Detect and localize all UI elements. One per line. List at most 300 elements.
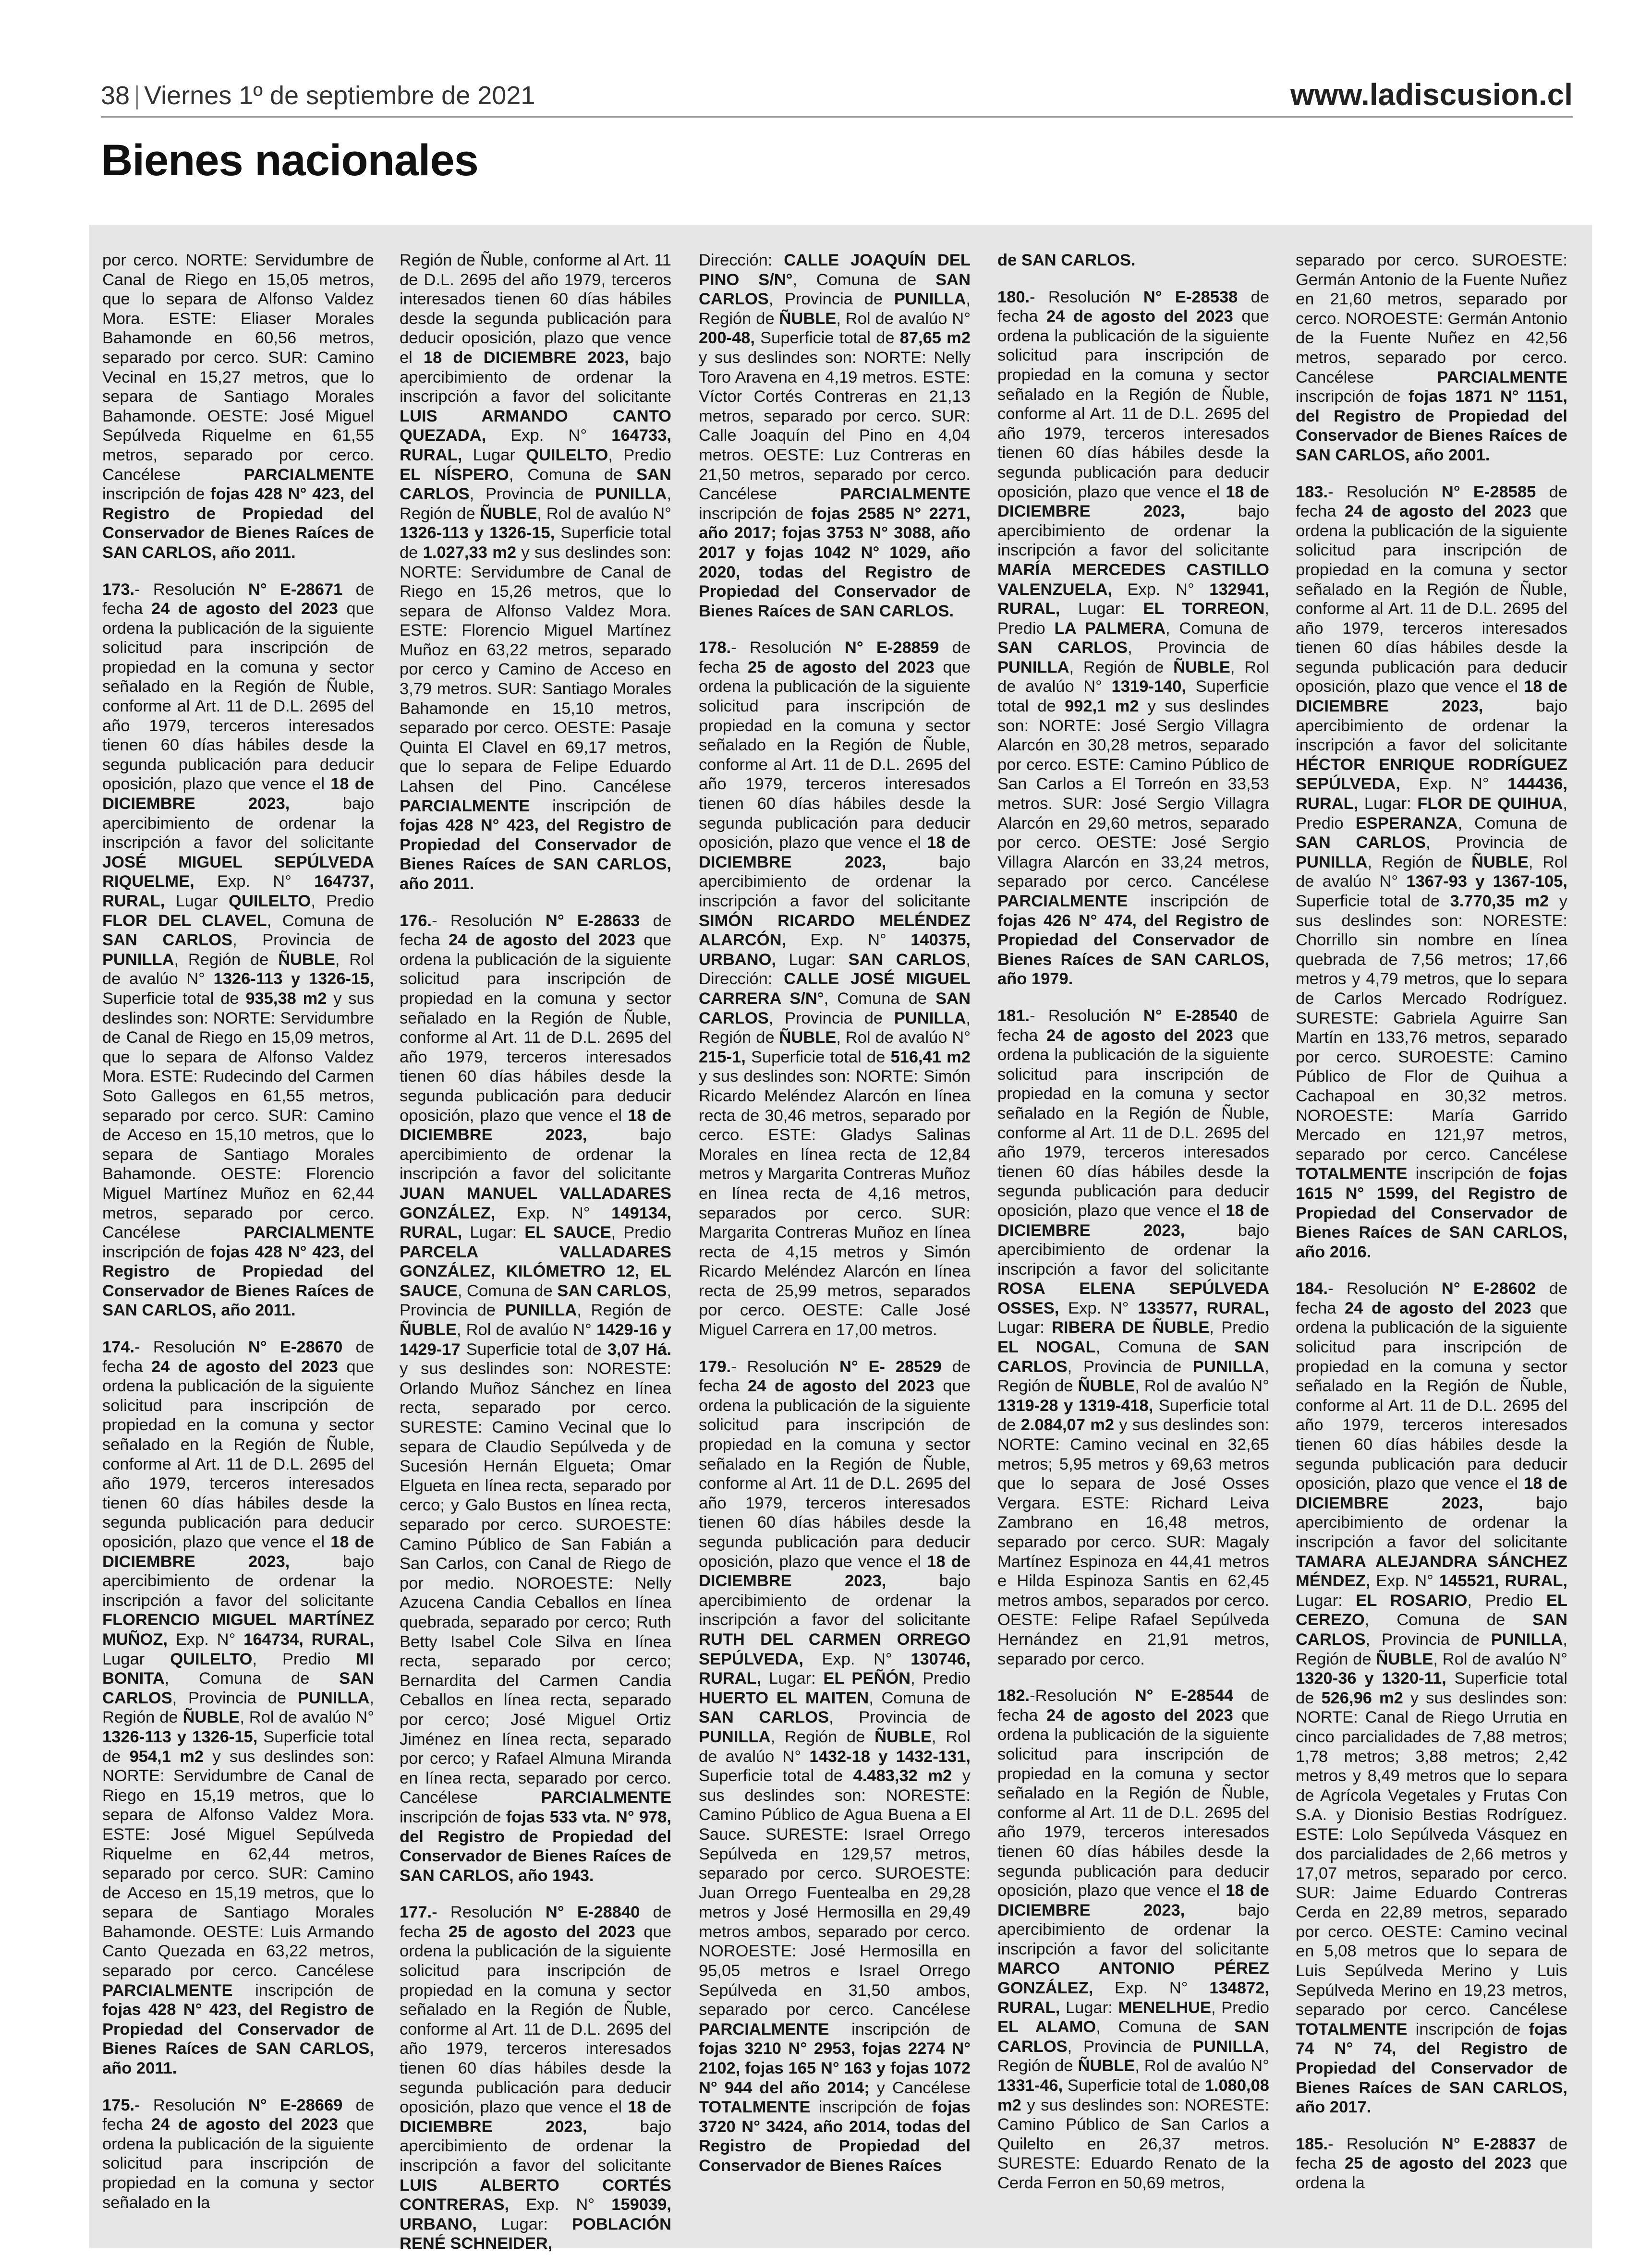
notice-bold-run: 182. bbox=[997, 1687, 1030, 1705]
notice-paragraph bbox=[1296, 1279, 1567, 2117]
notice-bold-run: EL ALAMO bbox=[997, 2018, 1096, 2037]
notice-text-run: y sus deslindes son: NORESTE: Chorrillo sin nombre en línea quebrada de 7,56 metros; 17,66 metros y 4,79 metros, que lo separa de Carlos Mercado Rodríguez. SURESTE: Gabriela Aguirre San Martín en 133,76 metros, separado por cerco. SUROESTE: Camino Público de Flor de Quihua a Cachapoal en 30,32 metros. NOROESTE: María Garrido Mercado en 121,97 metros, separado por cerco. Cancélese bbox=[1296, 892, 1567, 1164]
notice-bold-run: 25 de agosto del 2023 bbox=[449, 1922, 635, 1941]
notice-text-run: , Rol de avalúo N° bbox=[1433, 1650, 1567, 1668]
notice-bold-run: EL ROSARIO bbox=[1356, 1591, 1468, 1610]
notice-text-run: Superficie total de bbox=[400, 524, 671, 562]
notice-bold-run: 164734, RURAL, bbox=[243, 1630, 374, 1649]
notice-bold-run: 24 de agosto del 2023 bbox=[151, 600, 338, 618]
notice-text-run: , Comuna de bbox=[1096, 2018, 1235, 2037]
notice-text-run: de fecha bbox=[1296, 483, 1568, 521]
notice-paragraph bbox=[400, 911, 671, 1886]
notice-text-run: inscripción de bbox=[530, 796, 671, 815]
notice-bold-run: PUNILLA bbox=[1296, 853, 1368, 871]
notice-text-run: Superficie total de bbox=[997, 1396, 1269, 1435]
notice-bold-run: EL TORREON bbox=[1143, 600, 1265, 618]
notice-text-run: - Resolución bbox=[134, 2096, 248, 2114]
notice-text-run: , Región de bbox=[102, 1689, 374, 1727]
notice-bold-run: SAN CARLOS bbox=[1296, 1611, 1567, 1649]
notice-bold-run: SAN CARLOS bbox=[557, 1281, 667, 1300]
notice-bold-run: ÑUBLE bbox=[1376, 1650, 1433, 1668]
notice-bold-run: fojas 428 N° 423, del Registro de Propiedad del Conservador de Bienes Raíces de SAN CARLOS, año 2011. bbox=[102, 1243, 374, 1320]
notice-text-run: y sus deslindes son: NORTE: Simón Ricardo Meléndez Alarcón en línea recta de 30,46 metros, separado por cerco. ESTE: Gladys Salinas Morales en línea recta de 12,84 metros y Margarita Contreras Muñoz en línea recta de 4,16 metros, separados por cerco. SUR: Margarita Contreras Muñoz en línea recta de 4,15 metros y Simón Ricardo Meléndez Alarcón en línea recta de 25,99 metros, separados por cerco. OESTE: Calle José Miguel Carrera en 17,00 metros. bbox=[699, 1067, 971, 1339]
notice-text-run: , Predio bbox=[608, 446, 671, 464]
notice-bold-run: 24 de agosto del 2023 bbox=[1345, 502, 1531, 521]
notice-text-run: inscripción de bbox=[102, 1243, 210, 1261]
notice-text-run: , Comuna de bbox=[792, 270, 936, 289]
notice-text-run: , Región de bbox=[997, 1357, 1269, 1396]
notice-text-run: bajo apercibimiento de ordenar la inscripción a favor del solicitante bbox=[699, 853, 971, 910]
notice-text-run: Lugar bbox=[462, 446, 526, 464]
notice-bold-run: SAN CARLOS bbox=[102, 1669, 374, 1707]
notice-bold-run: ÑUBLE bbox=[278, 950, 335, 969]
notice-bold-run: fojas 428 N° 423, del Registro de Propiedad del Conservador de Bienes Raíces de SAN CARLOS, año 2011. bbox=[102, 2001, 374, 2078]
notice-text-run: , Provincia de bbox=[1426, 833, 1568, 852]
notice-bold-run: fojas 1615 N° 1599, del Registro de Propiedad del Conservador de Bienes Raíces de SAN CARLOS, año 2016. bbox=[1296, 1165, 1567, 1261]
notice-bold-run: N° E-28585 bbox=[1441, 483, 1536, 501]
notice-bold-run: 133577, RURAL, bbox=[1138, 1299, 1269, 1317]
notice-bold-run: 177. bbox=[400, 1903, 432, 1922]
notice-text-run: , Predio bbox=[1211, 1998, 1269, 2017]
notice-bold-run: PARCIALMENTE bbox=[1437, 368, 1567, 386]
notice-bold-run: LUIS ALBERTO CORTÉS CONTRERAS, bbox=[400, 2176, 671, 2214]
notice-text-run: de fecha bbox=[997, 1006, 1270, 1045]
notice-text-run: que ordena la publicación de la siguiente solicitud para inscripción de propiedad en la comuna y sector señalado en la Región de Ñuble, conforme al Art. 11 de D.L. 2695 del año 1979, terceros interesados tienen 60 días hábiles desde la segunda publicación para deducir oposición, plazo que vence el bbox=[699, 658, 971, 852]
notice-bold-run: MARCO ANTONIO PÉREZ GONZÁLEZ, bbox=[997, 1959, 1269, 1998]
notice-bold-run: PUNILLA bbox=[297, 1689, 370, 1707]
text-column-1 bbox=[102, 251, 374, 2238]
notice-text-run: - Resolución bbox=[134, 580, 248, 599]
notice-text-run: inscripción de bbox=[232, 1981, 374, 2000]
notice-bold-run: SAN CARLOS bbox=[699, 270, 971, 309]
notice-bold-run: MENELHUE bbox=[1118, 1998, 1212, 2017]
notice-bold-run: fojas 533 vta. N° 978, del Registro de Propiedad del Conservador de Bienes Raíces de SAN CARLOS, año 1943. bbox=[400, 1808, 672, 1885]
notice-bold-run: 18 de DICIEMBRE 2023, bbox=[400, 1106, 671, 1145]
notice-bold-run: PUNILLA bbox=[894, 290, 966, 309]
notice-text-run: Exp. N° bbox=[509, 2196, 612, 2214]
notice-bold-run: de SAN CARLOS. bbox=[997, 251, 1136, 269]
website-link[interactable]: www.ladiscusion.cl bbox=[1290, 77, 1573, 112]
notice-bold-run: 130746, RURAL, bbox=[699, 1650, 971, 1688]
notice-text-run: , Comuna de bbox=[1457, 814, 1567, 832]
notice-text-run: , Región de bbox=[577, 1301, 671, 1320]
notice-bold-run: N° E-28671 bbox=[248, 580, 343, 599]
notice-text-run: Superficie total de bbox=[1296, 892, 1450, 910]
notice-text-run: , Región de bbox=[997, 2037, 1269, 2075]
notice-bold-run: QUILELTO bbox=[170, 1650, 253, 1668]
notice-bold-run: HUERTO EL MAITEN bbox=[699, 1689, 869, 1707]
notice-bold-run: fojas 428 N° 423, del Registro de Propiedad del Conservador de Bienes Raíces de SAN CARLOS, año 2011. bbox=[102, 485, 374, 562]
notice-bold-run: 1326-113 y 1326-15, bbox=[400, 524, 555, 543]
notice-bold-run: TOTALMENTE bbox=[699, 2098, 811, 2117]
notice-text-run: , Rol de avalúo N° bbox=[997, 658, 1270, 696]
notice-text-run: que ordena la publicación de la siguiente solicitud para inscripción de propiedad en la comuna y sector señalado en la bbox=[102, 2115, 374, 2212]
notice-text-run: , Predio bbox=[1296, 795, 1567, 832]
notice-text-run: y sus deslindes son: NORTE: Camino vecinal en 32,65 metros; 5,95 metros y 69,63 metros que lo separa de José Osses Vergara. ESTE: Richard Leiva Zambrano en 16,48 metros, separado por cerco. SUR: Magaly Martínez Espinoza en 44,41 metros e Hilda Espinoza Santis en 62,45 metros ambos, separados por cerco. OESTE: Felipe Rafael Sepúlveda Hernández en 21,91 metros, separado por cerco. bbox=[997, 1416, 1269, 1668]
notice-bold-run: 1331-46, bbox=[997, 2076, 1063, 2095]
notice-text-run: , Rol de avalúo N° bbox=[836, 1028, 971, 1047]
notice-text-run: de fecha bbox=[102, 1338, 375, 1376]
notice-bold-run: QUILELTO bbox=[229, 892, 311, 910]
notice-text-run: que ordena la publicación de la siguiente solicitud para inscripción de propiedad en la comuna y sector señalado en la Región de Ñuble, conforme al Art. 11 de D.L. 2695 del año 1979, terceros interesados tienen 60 días hábiles desde la segunda publicación para deducir oposición, plazo que vence el bbox=[400, 931, 671, 1125]
notice-text-run: , Comuna de bbox=[509, 465, 637, 484]
notice-text-run: que ordena la publicación de la siguiente solicitud para inscripción de propiedad en la comuna y sector señalado en la Región de Ñuble, conforme al Art. 11 de D.L. 2695 del año 1979, terceros interesados tienen 60 días hábiles desde la segunda publicación para deducir oposición, plazo que vence el bbox=[997, 1706, 1269, 1900]
notice-paragraph bbox=[1296, 251, 1567, 465]
notice-text-run: - Resolución bbox=[731, 1357, 839, 1376]
notice-text-run: de fecha bbox=[1296, 1279, 1568, 1317]
notice-bold-run: 4.483,32 m2 bbox=[853, 1767, 952, 1785]
notice-bold-run: ÑUBLE bbox=[874, 1727, 932, 1746]
notice-text-run: Lugar: bbox=[1060, 1998, 1118, 2017]
notice-bold-run: 140375, URBANO, bbox=[699, 931, 971, 969]
notice-bold-run: N° E-28544 bbox=[1134, 1687, 1234, 1705]
notice-text-run: , Predio bbox=[611, 1223, 671, 1242]
notice-text-run: , Región de bbox=[699, 290, 971, 328]
notice-bold-run: PARCIALMENTE bbox=[997, 892, 1128, 910]
notice-text-run: , Provincia de bbox=[1365, 1630, 1491, 1649]
notice-text-run: , Comuna de bbox=[164, 1669, 340, 1688]
notice-bold-run: 180. bbox=[997, 288, 1030, 306]
notice-text-run: Exp. N° bbox=[1400, 775, 1508, 794]
issue-date: Viernes 1º de septiembre de 2021 bbox=[144, 81, 535, 110]
notice-bold-run: 2.084,07 m2 bbox=[1020, 1416, 1115, 1435]
notice-bold-run: 175. bbox=[102, 2096, 135, 2114]
notice-text-run: Exp. N° bbox=[803, 1650, 911, 1668]
notice-bold-run: SAN CARLOS bbox=[400, 465, 671, 504]
notice-bold-run: PUNILLA bbox=[595, 485, 667, 504]
notice-bold-run: 24 de agosto del 2023 bbox=[1046, 307, 1233, 326]
notice-text-run: Lugar: bbox=[1060, 600, 1143, 618]
notice-text-run: Lugar: bbox=[776, 950, 849, 969]
notice-text-run: , Provincia de bbox=[469, 485, 595, 504]
notice-text-run: Dirección: bbox=[699, 251, 784, 269]
notice-text-run: Exp. N° bbox=[194, 872, 315, 891]
notice-bold-run: fojas 428 N° 423, del Registro de Propiedad del Conservador de Bienes Raíces de SAN CARLOS, año 2011. bbox=[400, 816, 671, 893]
notice-bold-run: 184. bbox=[1296, 1279, 1328, 1298]
notice-bold-run: SAN CARLOS bbox=[102, 931, 233, 950]
notice-text-run: , Comuna de bbox=[457, 1281, 558, 1300]
notice-paragraph bbox=[997, 1006, 1269, 1669]
notice-bold-run: N° E-28837 bbox=[1441, 2135, 1536, 2153]
notice-bold-run: 181. bbox=[997, 1006, 1030, 1025]
notice-bold-run: EL NOGAL bbox=[997, 1338, 1096, 1357]
notice-text-run: , Comuna de bbox=[869, 1689, 971, 1707]
notice-text-run: inscripción de bbox=[1407, 1165, 1529, 1183]
notice-bold-run: CALLE JOSÉ MIGUEL CARRERA S/N° bbox=[699, 970, 971, 1008]
notice-bold-run: N° E-28602 bbox=[1441, 1279, 1536, 1298]
page-number: 38 bbox=[101, 81, 130, 110]
notice-text-run: , Provincia de bbox=[1067, 1357, 1193, 1376]
notice-bold-run: 18 de DICIEMBRE 2023, bbox=[997, 1882, 1269, 1919]
notice-bold-run: SAN CARLOS bbox=[997, 639, 1128, 657]
notice-text-run: bajo apercibimiento de ordenar la inscripción a favor del solicitante bbox=[997, 502, 1270, 560]
notice-text-run: , Rol de avalúo N° bbox=[1135, 1377, 1269, 1396]
notice-text-run: -Resolución bbox=[1030, 1687, 1135, 1705]
notice-bold-run: SAN CARLOS bbox=[848, 950, 966, 969]
notice-bold-run: PARCIALMENTE bbox=[102, 1981, 233, 2000]
notice-bold-run: fojas 2585 N° 2271, año 2017; fojas 3753 N° 3088, año 2017 y fojas 1042 N° 1029, año 2020, todas del Registro de Propiedad del Conservador de Bienes Raíces de SAN CARLOS. bbox=[699, 504, 971, 620]
notice-bold-run: FLORENCIO MIGUEL MARTÍNEZ MUÑOZ, bbox=[102, 1611, 374, 1649]
notice-text-run: que ordena la publicación de la siguiente solicitud para inscripción de propiedad en la comuna y sector señalado en la Región de Ñuble, conforme al Art. 11 de D.L. 2695 del año 1979, terceros interesados tienen 60 días hábiles desde la segunda publicación para deducir oposición, plazo que vence el bbox=[102, 1357, 374, 1551]
notice-text-run: Exp. N° bbox=[495, 1204, 612, 1222]
notice-text-run: , Región de bbox=[400, 485, 671, 523]
notice-text-run: y sus deslindes son: NORTE: Servidumbre de Canal de Riego en 15,09 metros, que lo separa de Alfonso Valdez Mora. ESTE: Rudecindo del Carmen Soto Gallegos en 61,55 metros, separado por cerco. SUR: Camino de Acceso en 15,10 metros, que lo separa de Santiago Morales Bahamonde. OESTE: Florencio Miguel Martínez Muñoz en 62,44 metros, separado por cerco. Cancélese bbox=[102, 989, 374, 1242]
notice-text-run: Exp. N° bbox=[486, 426, 612, 445]
notice-text-run: - Resolución bbox=[731, 639, 845, 657]
notice-bold-run: 164733, RURAL, bbox=[400, 426, 671, 464]
notice-paragraph bbox=[997, 251, 1269, 270]
notice-text-run: Superficie total de bbox=[1063, 2076, 1205, 2095]
notice-text-run: Superficie total de bbox=[745, 1048, 891, 1066]
header-divider bbox=[101, 116, 1573, 118]
notice-bold-run: 24 de agosto del 2023 bbox=[151, 1357, 338, 1376]
notice-bold-run: ÑUBLE bbox=[182, 1708, 240, 1727]
notice-bold-run: 18 de DICIEMBRE 2023, bbox=[699, 1552, 971, 1591]
notice-text-run: separado por cerco. SUROESTE: Germán Antonio de la Fuente Nuñez en 21,60 metros, separado por cerco. NOROESTE: Germán Antonio de la Fuente Nuñez en 42,56 metros, separado por cerco. Cancélese bbox=[1296, 251, 1567, 386]
notice-text-run: que ordena la publicación de la siguiente solicitud para inscripción de propiedad en la comuna y sector señalado en la Región de Ñuble, conforme al Art. 11 de D.L. 2695 del año 1979, terceros interesados tienen 60 días hábiles desde la segunda publicación para deducir oposición, plazo que vence el bbox=[1296, 502, 1567, 696]
notice-paragraph bbox=[102, 580, 374, 1321]
notice-text-run: Lugar: bbox=[1296, 1591, 1356, 1610]
notice-bold-run: 935,38 m2 bbox=[245, 989, 327, 1008]
notice-text-run: Región de Ñuble, conforme al Art. 11 de D.L. 2695 del año 1979, terceros interesados tienen 60 días hábiles desde la segunda publicación para deducir oposición, plazo que vence el bbox=[400, 251, 671, 367]
notice-paragraph bbox=[997, 1686, 1269, 2193]
notice-paragraph bbox=[400, 251, 671, 894]
notice-bold-run: 1367-93 y 1367-105, bbox=[1406, 872, 1567, 891]
notice-text-run: , Provincia de bbox=[232, 931, 375, 950]
notice-text-run: y sus deslindes son: NORESTE: Orlando Muñoz Sánchez en línea recta, separado por cerco. SURESTE: Camino Vecinal que lo separa de Claudio Sepúlveda y de Sucesión Hernán Elgueta; Omar Elgueta en línea recta, separado por cerco; y Galo Bustos en línea recta, separado por cerco. SUROESTE: Camino Público de San Fabián a San Carlos, con Canal de Riego de por medio. NOROESTE: Nelly Azucena Candia Ceballos en línea quebrada, separado por cerco; Ruth Betty Isabel Cole Silva en línea recta, separado por cerco; Bernardita del Carmen Candia Ceballos en línea recta, separado por cerco; José Miguel Ortiz Jiménez en línea recta, separado por cerco; y Rafael Almuna Miranda en línea recta, separado por cerco. Cancélese bbox=[400, 1360, 671, 1807]
notice-text-run: , Rol de avalúo N° bbox=[1296, 853, 1568, 891]
notice-text-run: inscripción de bbox=[699, 504, 812, 523]
notice-text-run: Superficie total de bbox=[1296, 1669, 1567, 1707]
notice-text-run: de fecha bbox=[400, 1903, 672, 1941]
notice-text-run: y sus deslindes son: NORTE: José Sergio Villagra Alarcón en 30,28 metros, separado por cerco. ESTE: Camino Público de San Carlos a El Torreón en 33,53 metros. SUR: José Sergio Villagra Alarcón en 29,60 metros, separado por cerco. OESTE: José Sergio Villagra Alarcón en 33,24 metros, separado por cerco. Cancélese bbox=[997, 697, 1269, 891]
notice-text-run: de fecha bbox=[102, 2096, 375, 2134]
notice-text-run: Lugar: bbox=[477, 2215, 572, 2233]
notice-bold-run: 185. bbox=[1296, 2135, 1328, 2153]
notice-bold-run: 149134, RURAL, bbox=[400, 1204, 671, 1242]
notice-text-run: , Rol de avalúo N° bbox=[537, 504, 671, 523]
notice-bold-run: fojas 1871 N° 1151, del Registro de Propiedad del Conservador de Bienes Raíces de SAN CARLOS, año 2001. bbox=[1296, 387, 1567, 464]
notice-bold-run: N° E-28670 bbox=[248, 1338, 343, 1357]
notice-bold-run: MARÍA MERCEDES CASTILLO VALENZUELA, bbox=[997, 560, 1269, 599]
notice-bold-run: JUAN MANUEL VALLADARES GONZÁLEZ, bbox=[400, 1184, 671, 1222]
notice-text-run: , Provincia de bbox=[768, 1009, 894, 1027]
notice-bold-run: 18 de DICIEMBRE 2023, bbox=[423, 348, 629, 367]
notice-bold-run: ÑUBLE bbox=[1078, 1377, 1135, 1396]
notice-bold-run: 174. bbox=[102, 1338, 135, 1357]
notice-bold-run: 1326-113 y 1326-15, bbox=[102, 1727, 258, 1746]
notice-bold-run: 178. bbox=[699, 639, 731, 657]
notice-bold-run: POBLACIÓN RENÉ SCHNEIDER, bbox=[400, 2215, 671, 2253]
notice-bold-run: TOTALMENTE bbox=[1296, 1165, 1408, 1183]
notice-text-run: bajo apercibimiento de ordenar la inscripción a favor del solicitante bbox=[102, 795, 375, 852]
notice-text-run: - Resolución bbox=[1328, 1279, 1442, 1298]
notice-text-run: , Provincia de bbox=[400, 1281, 672, 1320]
notice-bold-run: 1319-140, bbox=[1111, 677, 1186, 696]
notice-bold-run: PUNILLA bbox=[1192, 1357, 1265, 1376]
notice-text-run: bajo apercibimiento de ordenar la inscripción a favor del solicitante bbox=[400, 348, 671, 406]
notice-bold-run: SAN CARLOS bbox=[997, 2018, 1270, 2056]
notice-bold-run: 1.080,08 m2 bbox=[997, 2076, 1269, 2114]
notice-bold-run: 18 de DICIEMBRE 2023, bbox=[102, 775, 374, 813]
notice-text-run: Exp. N° bbox=[1059, 1299, 1138, 1317]
notice-bold-run: PUNILLA bbox=[505, 1301, 577, 1320]
notice-bold-run: 3.770,35 m2 bbox=[1450, 892, 1549, 910]
notice-bold-run: 25 de agosto del 2023 bbox=[748, 658, 935, 676]
notice-bold-run: 173. bbox=[102, 580, 135, 599]
notice-bold-run: ÑUBLE bbox=[779, 1028, 837, 1047]
notice-text-run: que ordena la publicación de la siguiente solicitud para inscripción de propiedad en la comuna y sector señalado en la Región de Ñuble, conforme al Art. 11 de D.L. 2695 del año 1979, terceros interesados tienen 60 días hábiles desde la segunda publicación para deducir oposición, plazo que vence el bbox=[1296, 1299, 1567, 1493]
notice-bold-run: fojas 426 N° 474, del Registro de Propiedad del Conservador de Bienes Raíces de SAN CARLOS, año 1979. bbox=[997, 911, 1269, 989]
notice-bold-run: 215-1, bbox=[699, 1048, 746, 1066]
notice-text-run: inscripción de bbox=[1407, 2020, 1529, 2039]
notice-text-run: que ordena la publicación de la siguiente solicitud para inscripción de propiedad en la comuna y sector señalado en la Región de Ñuble, conforme al Art. 11 de D.L. 2695 del año 1979, terceros interesados tienen 60 días hábiles desde la segunda publicación para deducir oposición, plazo que vence el bbox=[699, 1377, 971, 1571]
notice-text-run: Exp. N° bbox=[168, 1630, 244, 1649]
notice-text-run: , Predio bbox=[311, 892, 374, 910]
notice-text-run: , Región de bbox=[699, 1009, 971, 1047]
notice-bold-run: 183. bbox=[1296, 483, 1328, 501]
notice-bold-run: 179. bbox=[699, 1357, 731, 1376]
notice-bold-run: 526,96 m2 bbox=[1321, 1689, 1403, 1707]
notice-bold-run: 132941, RURAL, bbox=[997, 580, 1269, 618]
notice-text-run: Superficie total de bbox=[699, 1767, 853, 1785]
notice-text-run: de fecha bbox=[997, 1687, 1269, 1725]
notice-bold-run: fojas 3720 N° 3424, año 2014, todas del Registro de Propiedad del Conservador de Bienes Raíces bbox=[699, 2098, 971, 2175]
notice-text-run: de fecha bbox=[400, 911, 672, 950]
notice-text-run: Lugar bbox=[102, 1650, 170, 1668]
notice-bold-run: RUTH DEL CARMEN ORREGO SEPÚLVEDA, bbox=[699, 1630, 971, 1668]
notice-text-run: y sus deslindes son: NORTE: Servidumbre de Canal de Riego en 15,26 metros, que lo separa de Alfonso Valdez Mora. ESTE: Florencio Miguel Martínez Muñoz en 63,22 metros, separado por cerco y Camino de Acceso en 3,79 metros. SUR: Santiago Morales Bahamonde en 15,10 metros, separado por cerco. OESTE: Pasaje Quinta El Clavel en 69,17 metros, que lo separa de Felipe Eduardo Lahsen del Pino. Cancélese bbox=[400, 543, 671, 796]
notice-text-run: - Resolución bbox=[1328, 483, 1442, 501]
notice-bold-run: PUNILLA bbox=[894, 1009, 966, 1027]
notice-bold-run: N° E-28538 bbox=[1143, 288, 1238, 306]
notice-bold-run: N° E-28840 bbox=[545, 1903, 640, 1922]
notice-text-run: Lugar bbox=[165, 892, 229, 910]
notice-bold-run: 18 de DICIEMBRE 2023, bbox=[699, 833, 971, 871]
notice-bold-run: SAN CARLOS bbox=[699, 989, 971, 1027]
notice-text-run: que ordena la publicación de la siguiente solicitud para inscripción de propiedad en la comuna y sector señalado en la Región de Ñuble, conforme al Art. 11 de D.L. 2695 del año 1979, terceros interesados tienen 60 días hábiles desde la segunda publicación para deducir oposición, plazo que vence el bbox=[997, 307, 1269, 501]
notice-text-run: Lugar: bbox=[997, 1318, 1052, 1337]
notice-paragraph bbox=[1296, 2135, 1567, 2193]
notice-bold-run: PUNILLA bbox=[1491, 1630, 1563, 1649]
notice-text-run: inscripción de bbox=[102, 485, 210, 504]
notice-bold-run: 18 de DICIEMBRE 2023, bbox=[400, 2098, 671, 2136]
notice-text-run: , Dirección: bbox=[699, 950, 971, 989]
notice-bold-run: PUNILLA bbox=[699, 1727, 771, 1746]
section-title: Bienes nacionales bbox=[101, 136, 478, 185]
notice-bold-run: PARCIALMENTE bbox=[243, 1223, 374, 1242]
notice-bold-run: ÑUBLE bbox=[1471, 853, 1529, 871]
notice-paragraph bbox=[699, 1357, 971, 2176]
notice-bold-run: N° E-28859 bbox=[844, 639, 939, 657]
notice-text-run: de fecha bbox=[1296, 2135, 1568, 2173]
notice-bold-run: 1.027,33 m2 bbox=[423, 543, 517, 562]
notice-paragraph bbox=[400, 1903, 671, 2254]
notice-bold-run: 516,41 m2 bbox=[890, 1048, 971, 1066]
notice-text-run: bajo apercibimiento de ordenar la inscripción a favor del solicitante bbox=[1296, 697, 1568, 755]
notice-text-run: de fecha bbox=[699, 639, 971, 676]
notice-text-run: bajo apercibimiento de ordenar la inscripción a favor del solicitante bbox=[102, 1552, 375, 1610]
notice-text-run: , Comuna de bbox=[824, 989, 936, 1008]
notice-bold-run: 25 de agosto del 2023 bbox=[1345, 2154, 1531, 2173]
notice-bold-run: 24 de agosto del 2023 bbox=[748, 1377, 935, 1396]
notice-bold-run: SAN CARLOS bbox=[699, 1708, 829, 1727]
notice-text-run: - Resolución bbox=[432, 911, 546, 930]
notice-bold-run: PARCIALMENTE bbox=[840, 485, 971, 504]
notice-bold-run: LUIS ARMANDO CANTO QUEZADA, bbox=[400, 407, 671, 445]
notice-text-run: Lugar: bbox=[1358, 795, 1418, 813]
notice-text-run: y Cancélese bbox=[869, 2078, 971, 2097]
notice-bold-run: 24 de agosto del 2023 bbox=[1046, 1026, 1233, 1045]
notice-bold-run: PUNILLA bbox=[1192, 2037, 1265, 2056]
notice-text-run: , Región de bbox=[174, 950, 279, 969]
notice-text-run: inscripción de bbox=[810, 2098, 932, 2117]
notice-bold-run: ÑUBLE bbox=[779, 309, 837, 328]
notice-text-run: , Rol de avalúo N° bbox=[102, 950, 375, 989]
notice-text-run: , Comuna de bbox=[1364, 1611, 1533, 1629]
notice-bold-run: 18 de DICIEMBRE 2023, bbox=[1296, 1474, 1567, 1512]
notice-bold-run: 159039, URBANO, bbox=[400, 2196, 671, 2233]
notice-bold-run: ÑUBLE bbox=[400, 1321, 457, 1339]
notice-text-run: que ordena la bbox=[1296, 2154, 1567, 2192]
notice-text-run: , Predio bbox=[911, 1669, 971, 1688]
notice-text-run: bajo apercibimiento de ordenar la inscripción a favor del solicitante bbox=[997, 1901, 1270, 1958]
notice-bold-run: 24 de agosto del 2023 bbox=[1046, 1706, 1233, 1725]
notice-bold-run: 954,1 m2 bbox=[129, 1747, 204, 1766]
notice-bold-run: 1319-28 y 1319-418, bbox=[997, 1396, 1153, 1415]
notice-text-run: , Rol de avalúo N° bbox=[1135, 2057, 1269, 2075]
notice-text-run: Exp. N° bbox=[786, 931, 911, 950]
notice-bold-run: ROSA ELENA SEPÚLVEDA OSSES, bbox=[997, 1279, 1269, 1317]
notice-bold-run: PARCIALMENTE bbox=[541, 1788, 671, 1807]
notice-text-run: , Rol de avalúo N° bbox=[836, 309, 971, 328]
notice-bold-run: 1432-18 y 1432-131, bbox=[809, 1747, 971, 1766]
notice-bold-run: EL CEREZO bbox=[1296, 1591, 1567, 1629]
notice-paragraph bbox=[1296, 483, 1567, 1262]
notice-paragraph bbox=[699, 638, 971, 1339]
notice-bold-run: PARCIALMENTE bbox=[243, 465, 374, 484]
notice-text-run: , Región de bbox=[1296, 1630, 1567, 1668]
notice-bold-run: SAN CARLOS bbox=[997, 1338, 1270, 1376]
notice-bold-run: N° E-28669 bbox=[248, 2096, 343, 2114]
notice-text-run: Superficie total de bbox=[997, 677, 1269, 716]
notice-text-run: , Predio bbox=[252, 1650, 356, 1668]
notice-text-run: , Comuna de bbox=[1166, 619, 1269, 638]
notice-text-run: y sus deslindes son: NORTE: Nelly Toro Aravena en 4,19 metros. ESTE: Víctor Cortés Contreras en 21,13 metros, separado por cerco. SUR: Calle Joaquín del Pino en 4,04 metros. OESTE: Luz Contreras en 21,50 metros, separado por cerco. Cancélese bbox=[699, 348, 971, 504]
notice-text-run: y sus deslindes son: NORTE: Servidumbre de Canal de Riego en 15,19 metros, que lo separa de Alfonso Valdez Mora. ESTE: José Miguel Sepúlveda Riquelme en 62,44 metros, separado por cerco. SUR: Camino de Acceso en 15,19 metros, que lo separa de Santiago Morales Bahamonde. OESTE: Luis Armando Canto Quezada en 63,22 metros, separado por cerco. Cancélese bbox=[102, 1747, 374, 1980]
notice-text-run: , Provincia de bbox=[829, 1708, 971, 1727]
notice-text-run: Superficie total de bbox=[755, 329, 900, 348]
notice-bold-run: 24 de agosto del 2023 bbox=[449, 931, 635, 950]
notice-bold-run: CALLE JOAQUÍN DEL PINO S/N° bbox=[699, 251, 971, 289]
page-header bbox=[101, 77, 1573, 116]
notice-text-run: por cerco. NORTE: Servidumbre de Canal de Riego en 15,05 metros, que lo separa de Alfonso Valdez Mora. ESTE: Eliaser Morales Bahamonde en 60,56 metros, separado por cerco. SUR: Camino Vecinal en 15,27 metros, que lo separa de Santiago Morales Bahamonde. OESTE: José Miguel Sepúlveda Riquelme en 61,55 metros, separado por cerco. Cancélese bbox=[102, 251, 374, 484]
notice-bold-run: HÉCTOR ENRIQUE RODRÍGUEZ SEPÚLVEDA, bbox=[1296, 755, 1567, 794]
notice-bold-run: PARCIALMENTE bbox=[699, 2020, 829, 2039]
notice-bold-run: LA PALMERA bbox=[1054, 619, 1166, 638]
notice-bold-run: 164737, RURAL, bbox=[102, 872, 374, 910]
notice-bold-run: ÑUBLE bbox=[1173, 658, 1230, 676]
notice-text-run: bajo apercibimiento de ordenar la inscripción a favor del solicitante bbox=[1296, 1494, 1568, 1551]
notice-text-run: inscripción de bbox=[829, 2020, 971, 2039]
notice-bold-run: fojas 3210 N° 2953, fojas 2274 N° 2102, fojas 165 N° 163 y fojas 1072 N° 944 del año 2014; bbox=[699, 2039, 971, 2097]
notice-text-run: , Rol de avalúo N° bbox=[240, 1708, 374, 1727]
page-folio: 38 | Viernes 1º de septiembre de 2021 bbox=[101, 81, 535, 110]
notice-text-run: Superficie total de bbox=[102, 989, 246, 1008]
text-column-4 bbox=[997, 251, 1269, 2238]
notice-bold-run: 134872, RURAL, bbox=[997, 1979, 1269, 2017]
notice-bold-run: FLOR DE QUIHUA bbox=[1417, 795, 1563, 813]
